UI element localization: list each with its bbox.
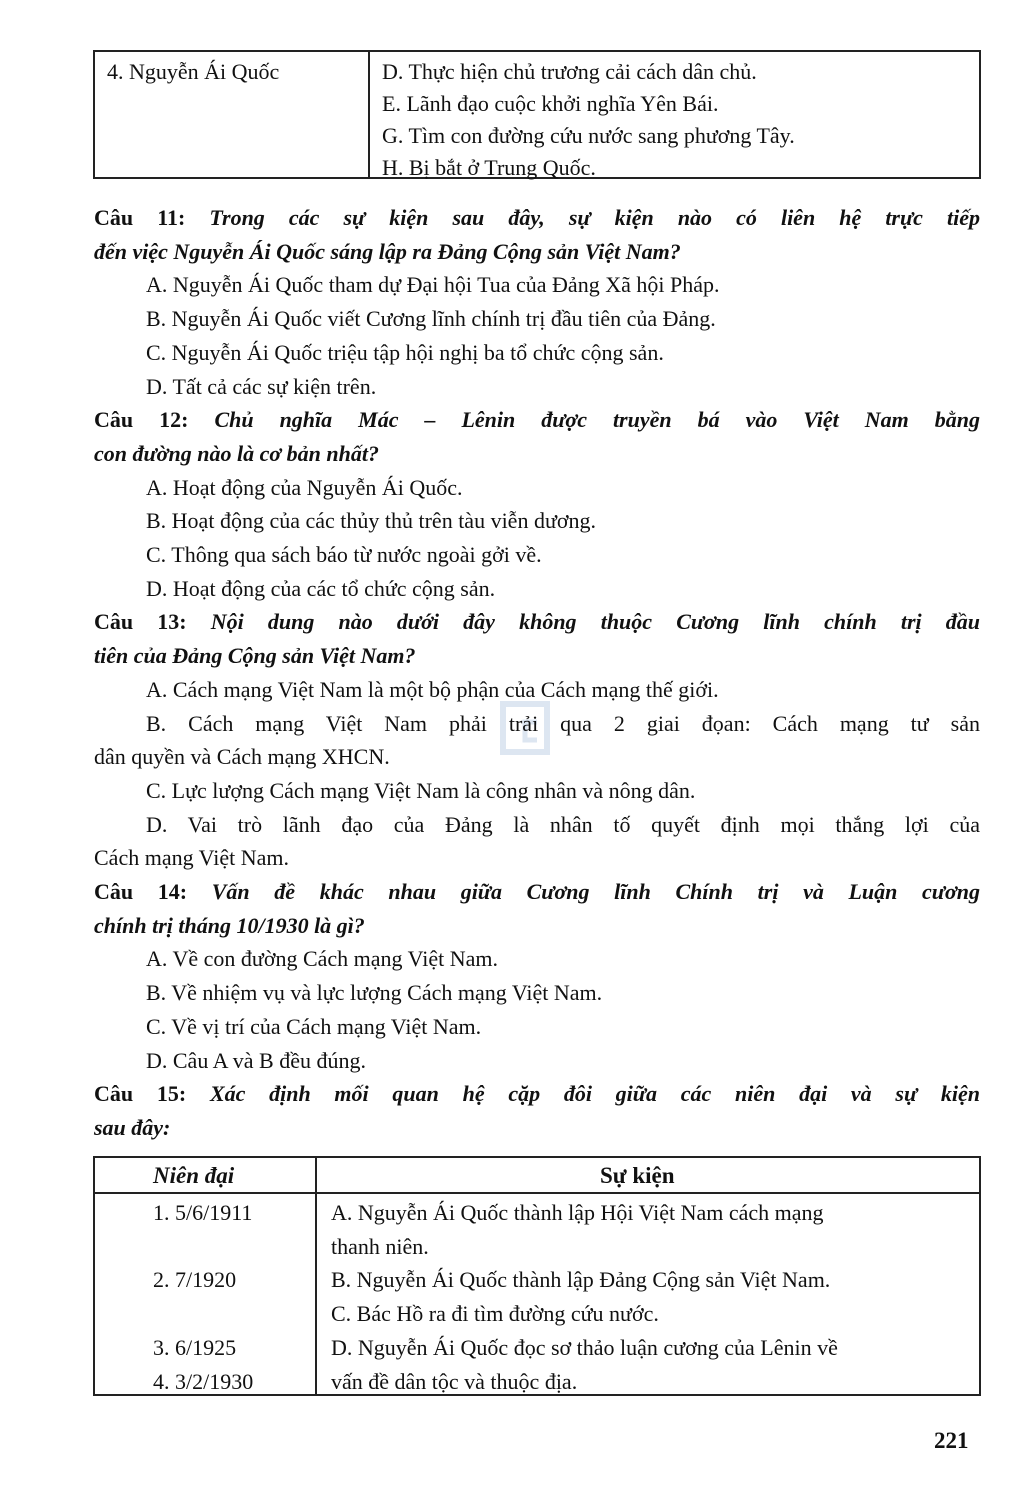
- page-number: 221: [934, 1428, 969, 1453]
- question-12: [94, 403, 980, 470]
- answer-option: D. Hoạt động của các tổ chức cộng sản.: [146, 575, 496, 601]
- question-prompt: sau đây:: [94, 1114, 171, 1140]
- answer-option: C. Nguyễn Ái Quốc triệu tập hội nghị ba tổ chức cộng sản.: [146, 339, 664, 365]
- question-prompt: Trong các sự kiện sau đây, sự kiện nào có liên hệ trực tiếp: [209, 205, 980, 230]
- table-cell-event: E. Lãnh đạo cuộc khởi nghĩa Yên Bái.: [382, 91, 719, 116]
- question-13: [94, 605, 980, 672]
- event-cell: thanh niên.: [331, 1233, 429, 1259]
- question-label: Câu 14:: [94, 879, 188, 905]
- event-cell: vấn đề dân tộc và thuộc địa.: [331, 1368, 578, 1394]
- question-text: [94, 437, 980, 471]
- date-cell: 3. 6/1925: [153, 1334, 237, 1360]
- question-prompt: con đường nào là cơ bản nhất?: [94, 440, 379, 466]
- matching-table-top: [93, 50, 981, 179]
- answer-line: dân quyền và Cách mạng XHCN.: [94, 744, 390, 770]
- table-cell-event: D. Thực hiện chủ trương cải cách dân chủ.: [382, 59, 757, 84]
- question-11: [94, 201, 980, 268]
- event-cell: D. Nguyễn Ái Quốc đọc sơ thảo luận cương của Lênin về: [331, 1334, 838, 1360]
- header-date: Niên đại: [153, 1163, 235, 1188]
- answer-option: C. Về vị trí của Cách mạng Việt Nam.: [146, 1013, 482, 1039]
- table-cell-name: 4. Nguyễn Ái Quốc: [107, 59, 280, 84]
- question-text: [94, 875, 980, 909]
- question-text: [94, 235, 980, 269]
- event-cell: A. Nguyễn Ái Quốc thành lập Hội Việt Nam cách mạng: [331, 1200, 824, 1225]
- date-cell: 2. 7/1920: [153, 1267, 237, 1293]
- date-cell: 4. 3/2/1930: [153, 1368, 254, 1394]
- answer-option: A. Về con đường Cách mạng Việt Nam.: [146, 946, 498, 972]
- answer-option: B. Nguyễn Ái Quốc viết Cương lĩnh chính trị đầu tiên của Đảng.: [146, 306, 716, 332]
- question-text: [94, 403, 980, 437]
- answer-option: A. Nguyễn Ái Quốc tham dự Đại hội Tua của Đảng Xã hội Pháp.: [146, 272, 720, 298]
- answer-option: B. Hoạt động của các thủy thủ trên tàu viễn dương.: [146, 508, 597, 534]
- question-prompt: chính trị tháng 10/1930 là gì?: [94, 912, 365, 938]
- event-cell: B. Nguyễn Ái Quốc thành lập Đảng Cộng sản Việt Nam.: [331, 1267, 831, 1293]
- question-text: [94, 1077, 980, 1111]
- event-cell: C. Bác Hồ ra đi tìm đường cứu nước.: [331, 1301, 659, 1327]
- answer-line: D. Vai trò lãnh đạo của Đảng là nhân tố quyết định mọi thắng lợi của: [146, 811, 980, 837]
- question-text: [94, 909, 980, 943]
- question-15: [94, 1077, 980, 1144]
- question-prompt: Nội dung nào dưới đây không thuộc Cương lĩnh chính trị đầu: [210, 609, 981, 635]
- header-event: Sự kiện: [600, 1163, 675, 1188]
- answer-option: D. Câu A và B đều đúng.: [146, 1047, 366, 1073]
- questions: [94, 201, 980, 1145]
- answer-option: C. Thông qua sách báo từ nước ngoài gởi về.: [146, 542, 542, 568]
- question-prompt: tiên của Đảng Cộng sản Việt Nam?: [94, 643, 416, 669]
- answer-option: B. Về nhiệm vụ và lực lượng Cách mạng Việt Nam.: [146, 980, 603, 1006]
- question-14: [94, 875, 980, 942]
- answer-line: Cách mạng Việt Nam.: [94, 845, 290, 871]
- question-text: [94, 1111, 980, 1145]
- table-cell-event: H. Bị bắt ở Trung Quốc.: [382, 155, 596, 180]
- question-label: Câu 11:: [94, 205, 186, 230]
- question-prompt: Chủ nghĩa Mác – Lênin được truyền bá vào Việt Nam bằng: [214, 407, 981, 433]
- question-label: Câu 13:: [94, 609, 187, 635]
- question-prompt: Vấn đề khác nhau giữa Cương lĩnh Chính trị và Luận cương: [211, 879, 981, 905]
- answer-option: C. Lực lượng Cách mạng Việt Nam là công nhân và nông dân.: [146, 777, 696, 803]
- question-prompt: đến việc Nguyễn Ái Quốc sáng lập ra Đảng Cộng sản Việt Nam?: [94, 238, 681, 264]
- question-label: Câu 15:: [94, 1081, 187, 1107]
- table-cell-event: G. Tìm con đường cứu nước sang phương Tây.: [382, 123, 795, 148]
- answer-option: [94, 808, 980, 875]
- matching-table-bottom: [93, 1156, 981, 1396]
- answer-option: A. Hoạt động của Nguyễn Ái Quốc.: [146, 474, 463, 500]
- answer-option: A. Cách mạng Việt Nam là một bộ phận của Cách mạng thế giới.: [146, 676, 719, 702]
- question-text: [94, 639, 980, 673]
- date-cell: 1. 5/6/1911: [153, 1200, 253, 1225]
- answer-option: D. Tất cả các sự kiện trên.: [146, 373, 377, 399]
- question-text: [94, 201, 980, 235]
- answer-line: B. Cách mạng Việt Nam phải trải qua 2 giai đọan: Cách mạng tư sản: [146, 710, 980, 736]
- question-prompt: Xác định mối quan hệ cặp đôi giữa các niên đại và sự kiện: [209, 1081, 981, 1107]
- answer-option: [94, 707, 980, 774]
- question-text: [94, 605, 980, 639]
- question-label: Câu 12:: [94, 407, 189, 433]
